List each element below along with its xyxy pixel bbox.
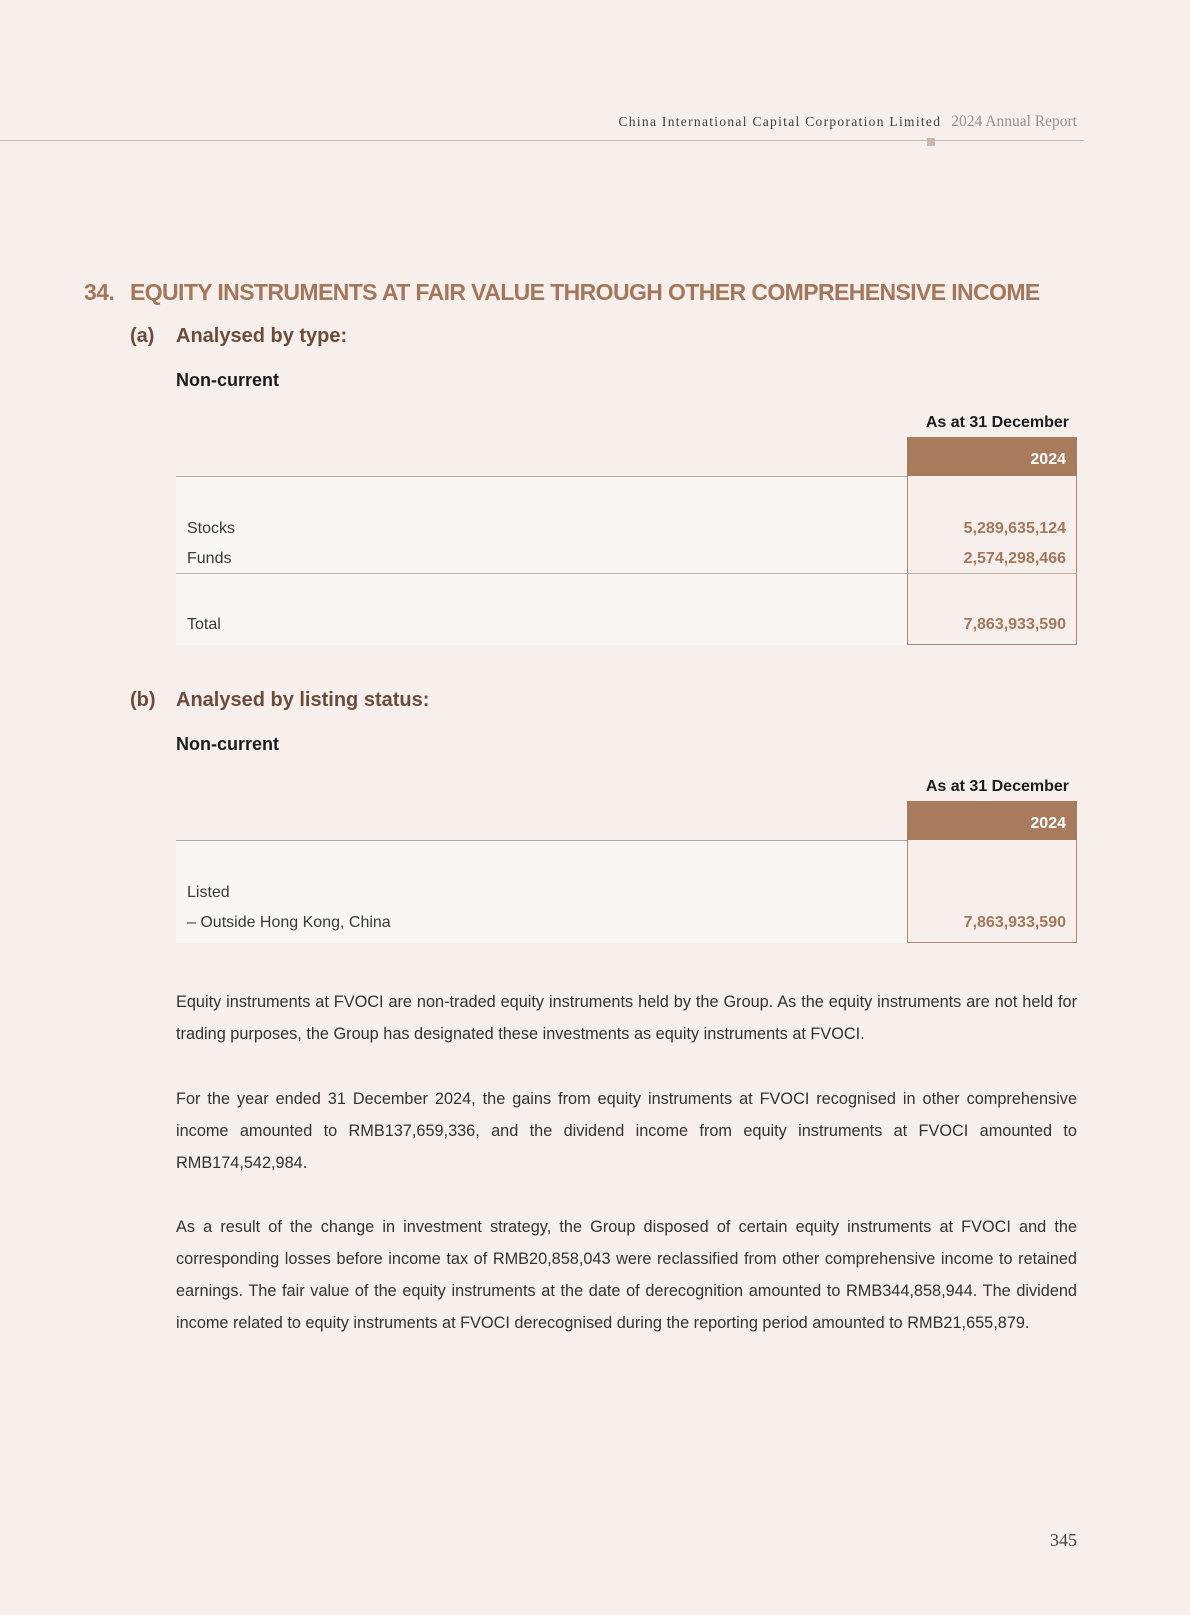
subtotal-rule (176, 573, 1077, 574)
table-row-label: Stocks (187, 520, 236, 537)
company-name: China International Capital Corporation Limited (618, 114, 942, 129)
total-label: Total (187, 616, 221, 633)
section-a-title: Analysed by type: (176, 325, 348, 347)
table-row-value: 7,863,933,590 (963, 914, 1066, 931)
paragraph: Equity instruments at FVOCI are non-traded equity instruments held by the Group. As the equity instruments are not held for trading purposes, the Group has designated these investments as equity instruments at FVOCI. (176, 993, 1077, 1043)
page-number: 345 (1050, 1530, 1077, 1550)
section-b-label: Non-current (176, 734, 279, 754)
section-a-year-header: 2024 (907, 437, 1077, 476)
table-row-value: 5,289,635,124 (963, 520, 1066, 537)
running-header (618, 113, 1077, 131)
section-b-letter: (b) (130, 689, 156, 711)
section-a-heading (130, 325, 348, 348)
table-row-label: Funds (187, 550, 232, 567)
section-a-column-group: As at 31 December (925, 414, 1069, 431)
note-title: EQUITY INSTRUMENTS AT FAIR VALUE THROUGH OTHER COMPREHENSIVE INCOME (130, 279, 1040, 305)
table-row-value: 2,574,298,466 (963, 550, 1066, 567)
report-title: 2024 Annual Report (951, 113, 1077, 130)
section-b-title: Analysed by listing status: (176, 689, 430, 711)
header-rule (0, 140, 1084, 141)
table-row-label: Listed (187, 884, 230, 901)
table-row-label: – Outside Hong Kong, China (187, 914, 391, 931)
section-b-year-header: 2024 (907, 801, 1077, 840)
section-a-label: Non-current (176, 370, 279, 390)
section-b-column-group: As at 31 December (925, 778, 1069, 795)
paragraph: For the year ended 31 December 2024, the gains from equity instruments at FVOCI recognised in other comprehensive income amounted to RMB137,659,336, and the dividend income from equity instruments at FVOCI amounted to RMB174,542,984. (176, 1090, 1077, 1172)
note-number: 34. (84, 279, 115, 305)
header-marker (927, 138, 935, 146)
paragraph: As a result of the change in investment strategy, the Group disposed of certain equity instruments at FVOCI and the corresponding losses before income tax of RMB20,858,043 were reclassified from other comprehensive income to retained earnings. The fair value of the equity instruments at the date of derecognition amounted to RMB344,858,944. The dividend income related to equity instruments at FVOCI derecognised during the reporting period amounted to RMB21,655,879. (176, 1218, 1077, 1332)
note-heading (84, 279, 1040, 306)
section-a-letter: (a) (130, 325, 155, 347)
section-b-heading (130, 689, 430, 712)
total-value: 7,863,933,590 (963, 616, 1066, 633)
